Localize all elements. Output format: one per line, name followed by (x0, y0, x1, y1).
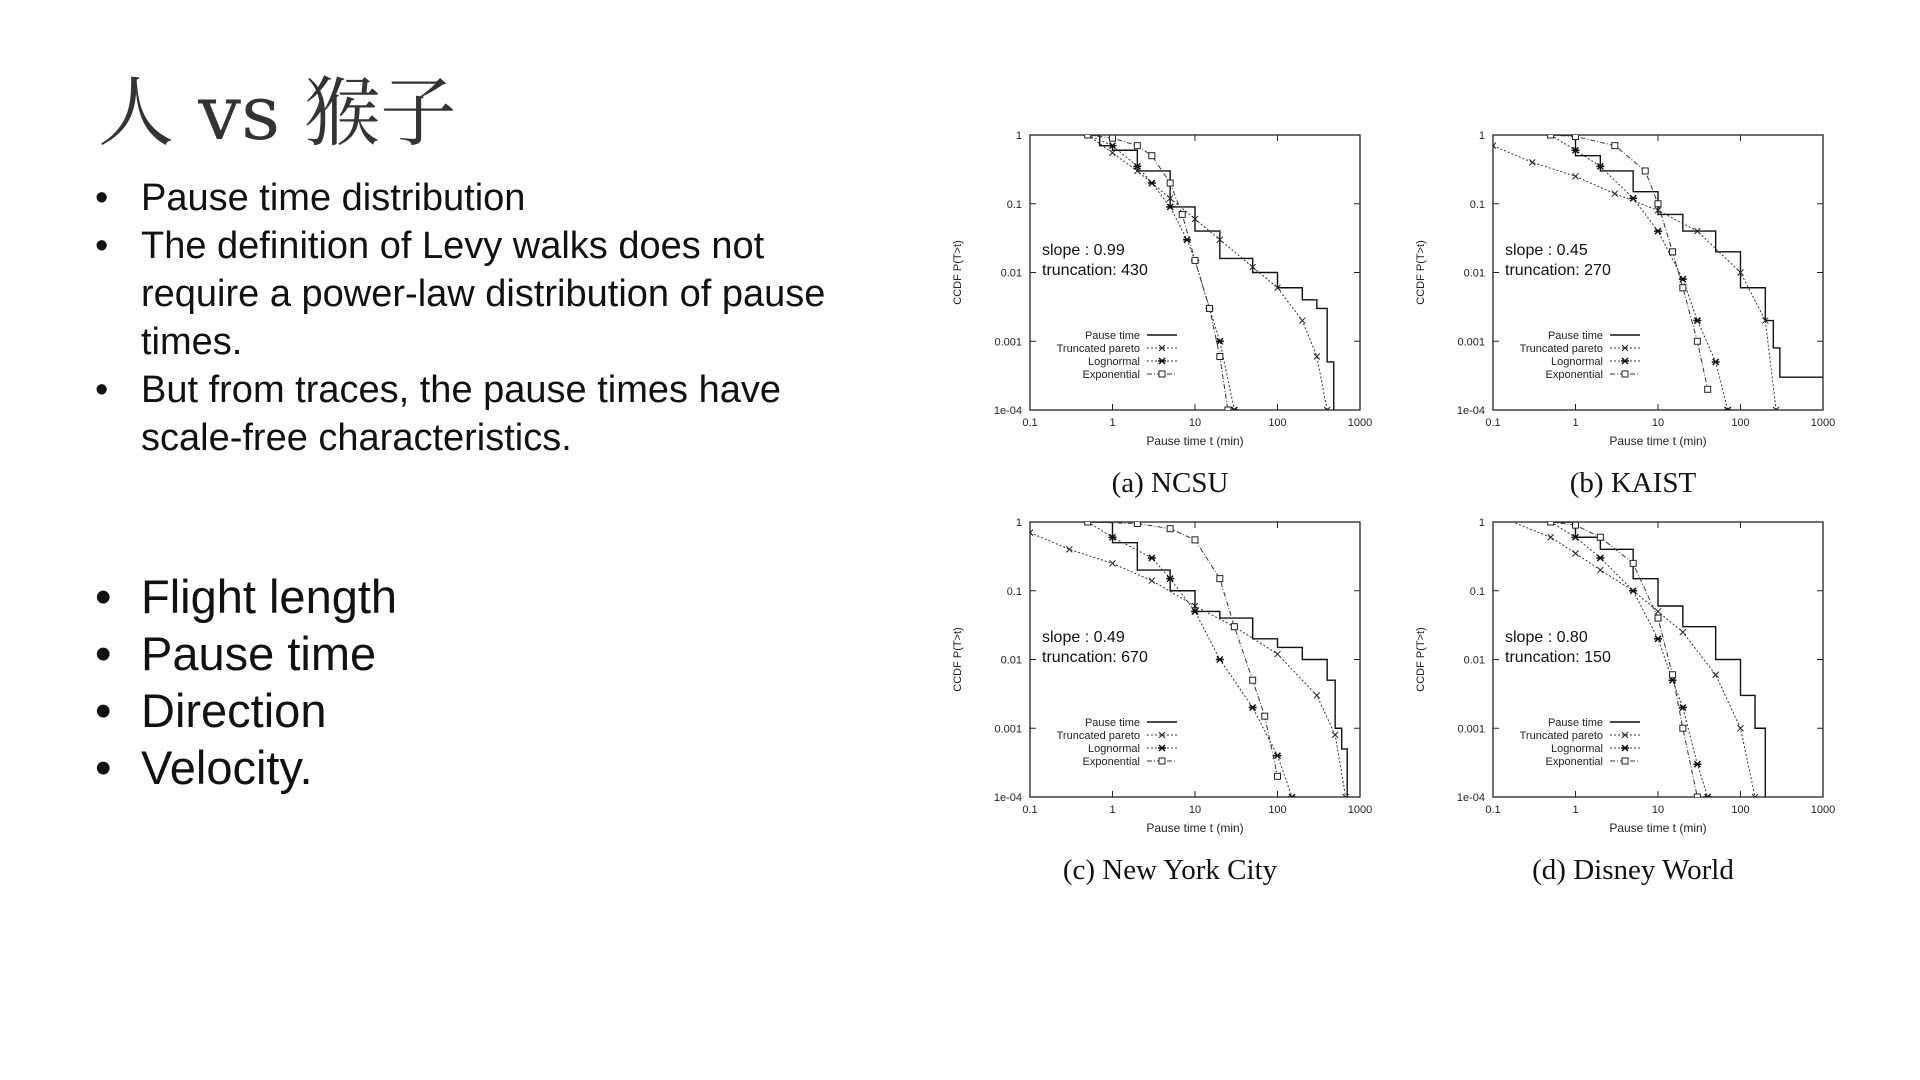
legend-label: Exponential (1545, 756, 1603, 768)
data-point (1597, 534, 1603, 540)
x-tick-label: 1 (1572, 804, 1579, 816)
data-point (1694, 338, 1700, 344)
y-tick-label: 1 (1015, 130, 1022, 142)
legend-label: Lognormal (1551, 743, 1603, 755)
bullet-item: • But from traces, the pause times have scale-free characteristics. (95, 366, 855, 462)
slide-title: 人 vs 猴子 (98, 68, 457, 157)
bullet-item: • The definition of Levy walks does not require a power-law distribution of pause times. (95, 222, 855, 366)
y-tick-label: 1e-04 (993, 405, 1022, 417)
data-point (1622, 371, 1628, 377)
data-point (1573, 522, 1579, 528)
chart-panel-ncsu (945, 125, 1385, 465)
data-point (1680, 725, 1686, 731)
data-point (1655, 615, 1661, 621)
bullet-list-pause (95, 174, 855, 462)
x-tick-label: 10 (1188, 804, 1202, 816)
data-point (1642, 168, 1648, 174)
chart-caption: (a) NCSU (1111, 467, 1229, 499)
data-point (1262, 713, 1268, 719)
y-tick-label: 1e-04 (993, 792, 1022, 804)
x-tick-label: 1000 (1347, 417, 1373, 429)
data-point (1159, 758, 1165, 764)
chart-caption: (c) New York City (1062, 854, 1278, 886)
legend-label: Truncated pareto (1056, 343, 1140, 355)
x-axis-label: Pause time t (min) (1609, 821, 1707, 835)
bullet-item: • Pause time (95, 625, 695, 682)
y-tick-label: 0.001 (1457, 723, 1485, 736)
x-tick-label: 0.1 (1485, 804, 1501, 816)
y-axis-label: CCDF P(T>t) (1415, 240, 1427, 305)
x-tick-label: 100 (1731, 804, 1750, 816)
y-tick-label: 0.01 (1463, 654, 1485, 667)
y-tick-label: 0.01 (1000, 267, 1022, 280)
truncation-annotation: truncation: 270 (1505, 262, 1611, 279)
chart-caption: (b) KAIST (1569, 467, 1697, 499)
truncation-annotation: truncation: 430 (1042, 262, 1148, 279)
x-tick-label: 1000 (1810, 804, 1836, 816)
legend-label: Pause time (1084, 717, 1140, 729)
legend-label: Lognormal (1088, 356, 1140, 368)
y-tick-label: 1e-04 (1456, 792, 1485, 804)
x-tick-label: 1 (1109, 804, 1116, 816)
truncation-annotation: truncation: 670 (1042, 649, 1148, 666)
chart-nyc (945, 512, 1385, 852)
x-tick-label: 0.1 (1022, 804, 1038, 816)
y-tick-label: 1 (1478, 130, 1485, 142)
x-tick-label: 1 (1572, 417, 1579, 429)
data-point (1622, 758, 1628, 764)
data-point (1548, 519, 1554, 525)
data-point (1085, 132, 1091, 138)
x-tick-label: 1 (1109, 417, 1116, 429)
y-tick-label: 0.1 (1469, 198, 1485, 211)
data-point (1705, 386, 1711, 392)
data-point (1179, 211, 1185, 217)
x-tick-label: 100 (1268, 804, 1287, 816)
y-tick-label: 0.001 (994, 723, 1022, 736)
data-point (1694, 794, 1700, 800)
x-axis-label: Pause time t (min) (1146, 821, 1244, 835)
y-tick-label: 1 (1478, 517, 1485, 529)
data-point (1192, 537, 1198, 543)
data-point (1217, 576, 1223, 582)
data-point (1207, 305, 1213, 311)
slope-annotation: slope : 0.45 (1505, 242, 1588, 259)
y-tick-label: 0.001 (994, 336, 1022, 349)
x-tick-label: 10 (1651, 417, 1665, 429)
y-tick-label: 0.1 (1006, 198, 1022, 211)
bullet-item: • Flight length (95, 568, 695, 625)
chart-kaist (1408, 125, 1848, 465)
chart-caption: (d) Disney World (1532, 854, 1734, 886)
y-tick-label: 1e-04 (1456, 405, 1485, 417)
y-tick-label: 0.01 (1463, 267, 1485, 280)
data-point (1630, 560, 1636, 566)
y-axis-label: CCDF P(T>t) (1415, 627, 1427, 692)
y-tick-label: 1 (1015, 517, 1022, 529)
x-tick-label: 1000 (1347, 804, 1373, 816)
data-point (1217, 354, 1223, 360)
x-tick-label: 10 (1188, 417, 1202, 429)
data-point (1159, 371, 1165, 377)
x-tick-label: 100 (1731, 417, 1750, 429)
data-point (1680, 285, 1686, 291)
legend-label: Exponential (1082, 756, 1140, 768)
y-tick-label: 0.1 (1006, 585, 1022, 598)
y-tick-label: 0.1 (1469, 585, 1485, 598)
bullet-item: • Velocity. (95, 739, 695, 796)
chart-panel-disney (1408, 512, 1848, 852)
legend-label: Exponential (1545, 369, 1603, 381)
y-axis-label: CCDF P(T>t) (952, 240, 964, 305)
data-point (1612, 143, 1618, 149)
chart-panel-kaist (1408, 125, 1848, 465)
chart-panel-nyc (945, 512, 1385, 852)
data-point (1149, 153, 1155, 159)
data-point (1110, 135, 1116, 141)
x-axis-label: Pause time t (min) (1609, 434, 1707, 448)
x-tick-label: 0.1 (1022, 417, 1038, 429)
chart-disney (1408, 512, 1848, 852)
data-point (1225, 407, 1231, 413)
x-tick-label: 10 (1651, 804, 1665, 816)
x-tick-label: 1000 (1810, 417, 1836, 429)
bullet-item: • Direction (95, 682, 695, 739)
legend-label: Truncated pareto (1056, 730, 1140, 742)
data-point (1134, 143, 1140, 149)
data-point (1655, 201, 1661, 207)
legend-label: Lognormal (1551, 356, 1603, 368)
legend-label: Lognormal (1088, 743, 1140, 755)
slope-annotation: slope : 0.49 (1042, 629, 1125, 646)
data-point (1085, 519, 1091, 525)
truncation-annotation: truncation: 150 (1505, 649, 1611, 666)
bullet-item: • Pause time distribution (95, 174, 855, 222)
x-tick-label: 100 (1268, 417, 1287, 429)
bullet-list-features (95, 568, 695, 796)
x-axis-label: Pause time t (min) (1146, 434, 1244, 448)
data-point (1167, 180, 1173, 186)
data-point (1275, 773, 1281, 779)
data-point (1192, 257, 1198, 263)
data-point (1250, 677, 1256, 683)
data-point (1167, 526, 1173, 532)
x-tick-label: 0.1 (1485, 417, 1501, 429)
data-point (1548, 132, 1554, 138)
data-point (1490, 511, 1496, 517)
data-point (1670, 249, 1676, 255)
chart-ncsu (945, 125, 1385, 465)
legend-label: Truncated pareto (1519, 730, 1603, 742)
y-tick-label: 0.01 (1000, 654, 1022, 667)
slope-annotation: slope : 0.80 (1505, 629, 1588, 646)
data-point (1231, 624, 1237, 630)
legend-label: Truncated pareto (1519, 343, 1603, 355)
y-axis-label: CCDF P(T>t) (952, 627, 964, 692)
legend-label: Pause time (1084, 330, 1140, 342)
data-point (1670, 672, 1676, 678)
legend-label: Exponential (1082, 369, 1140, 381)
slope-annotation: slope : 0.99 (1042, 242, 1125, 259)
legend-label: Pause time (1547, 330, 1603, 342)
y-tick-label: 0.001 (1457, 336, 1485, 349)
legend-label: Pause time (1547, 717, 1603, 729)
